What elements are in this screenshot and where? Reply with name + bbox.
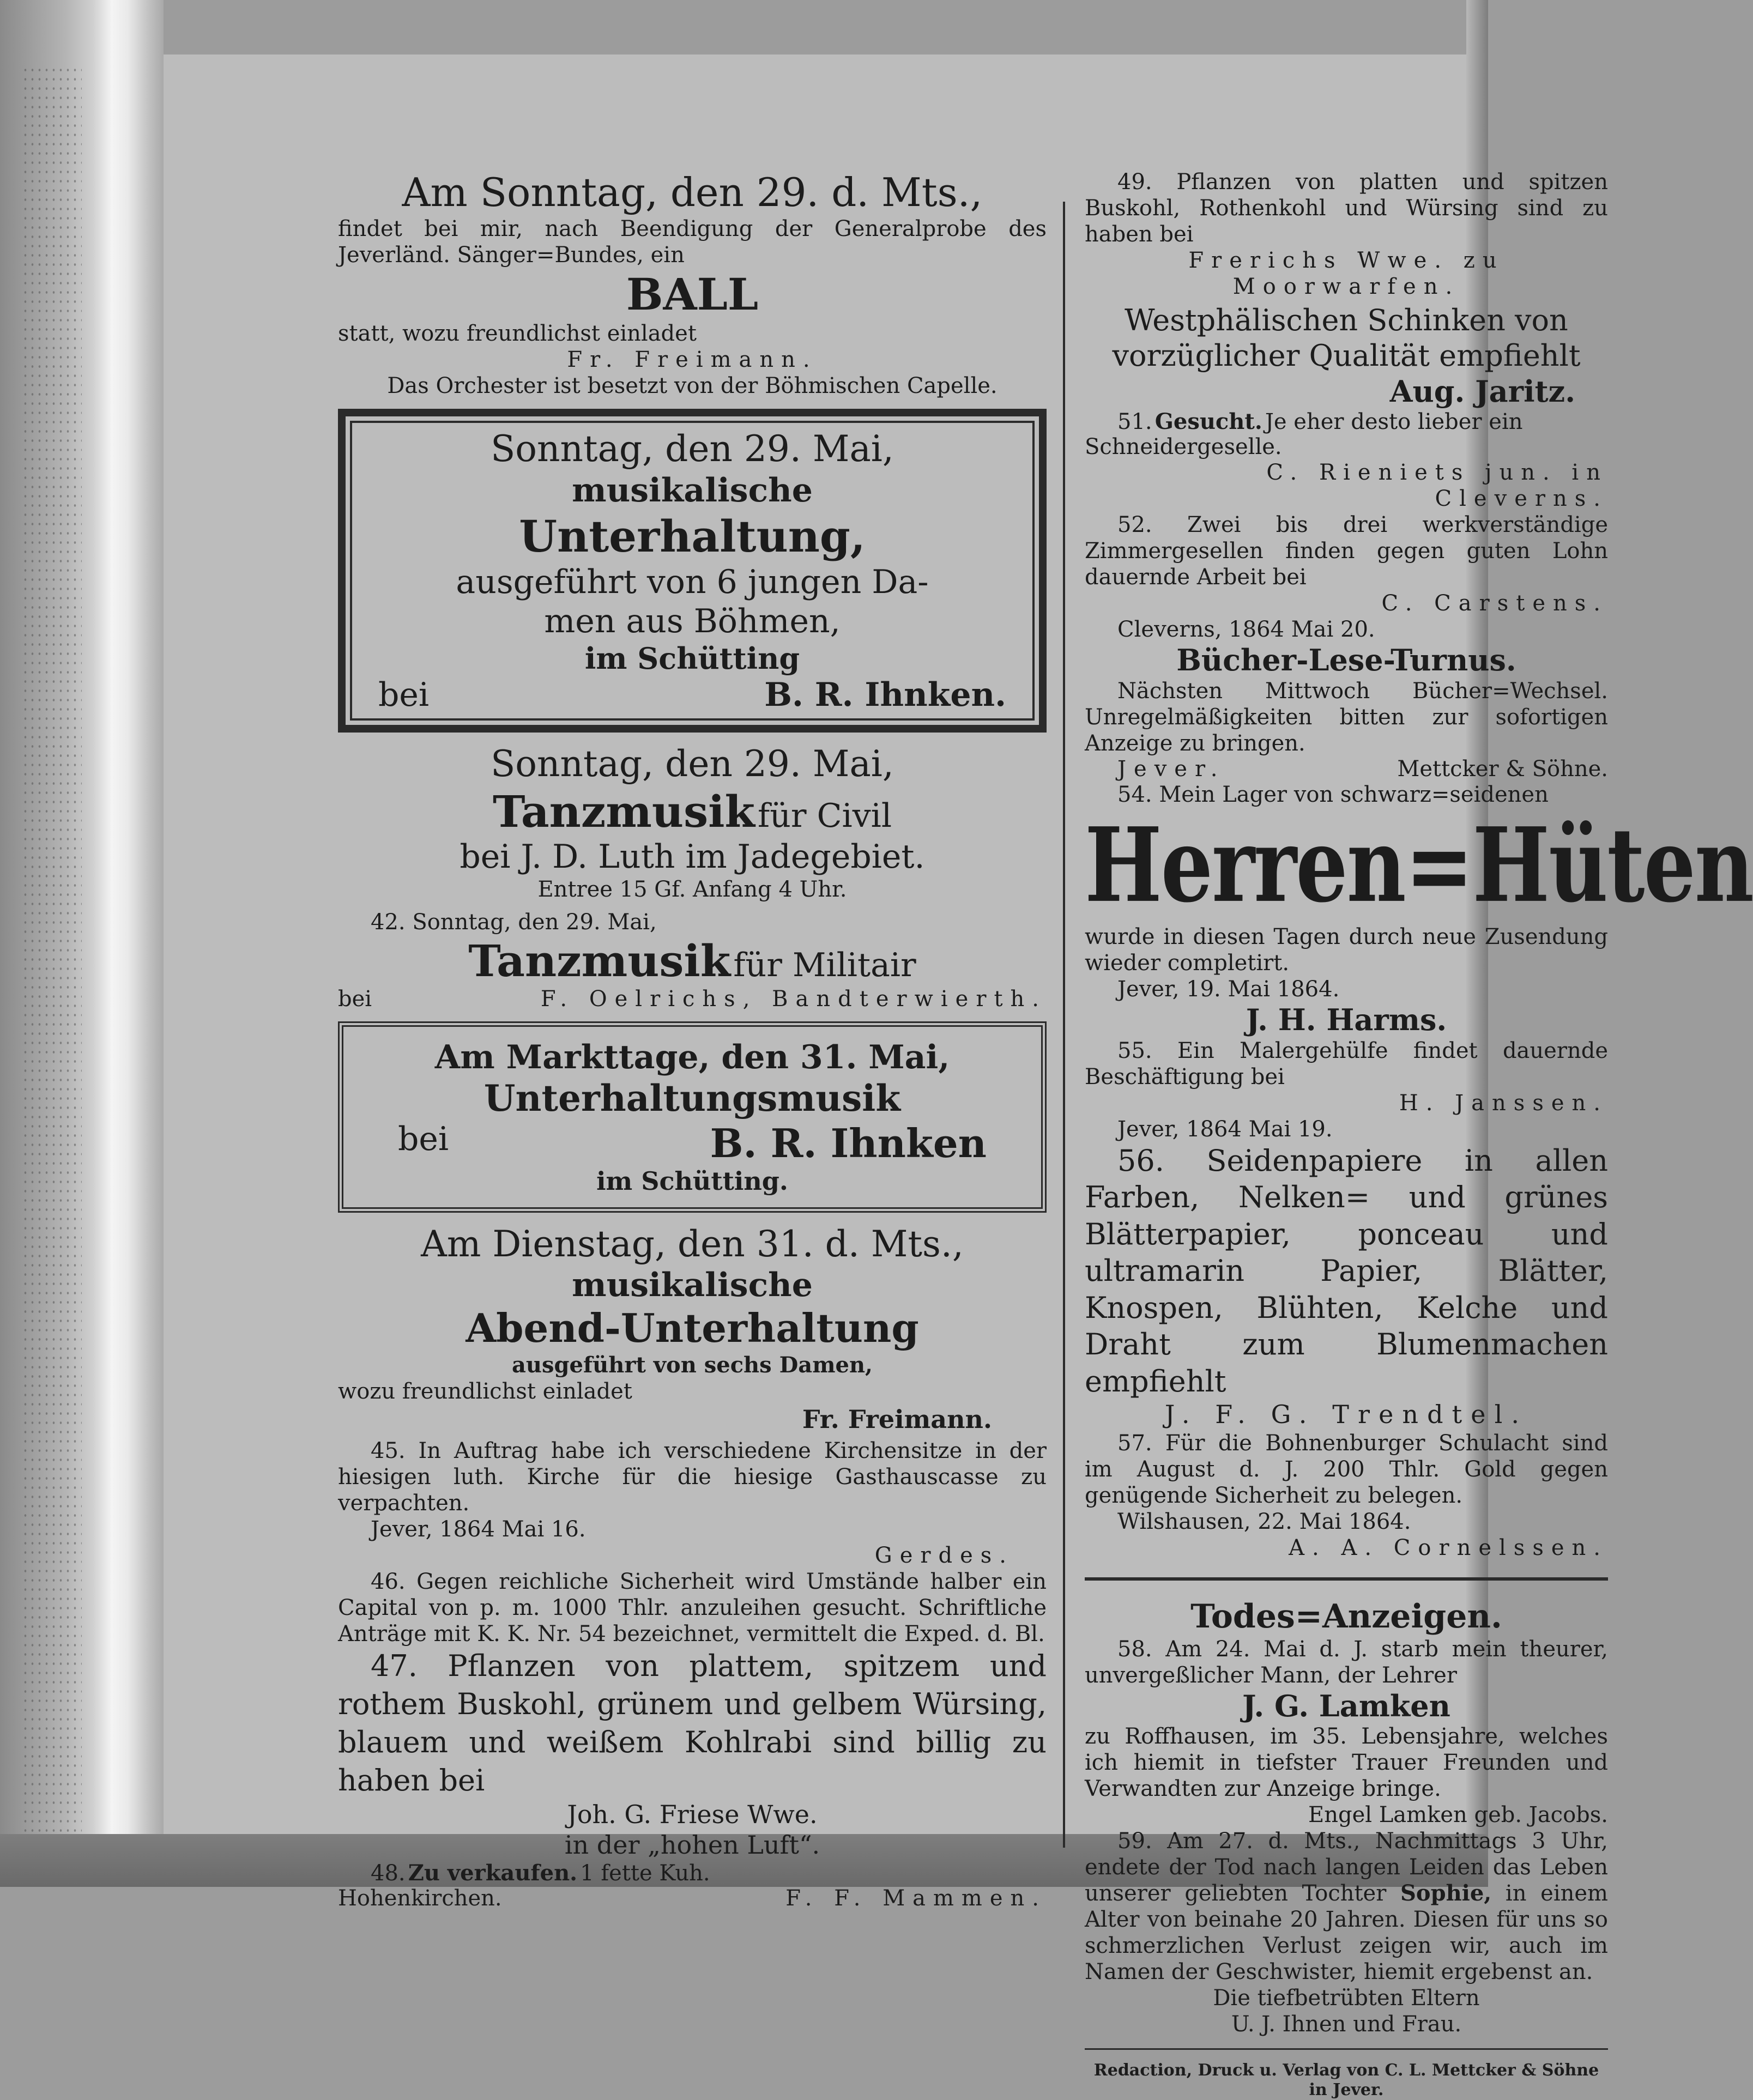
- ad-unterhaltung-host-row: [378, 676, 1006, 714]
- death59-sign2: U. J. Ihnen und Frau.: [1231, 2012, 1462, 2037]
- ad48-place: Hohenkirchen.: [338, 1885, 502, 1911]
- ad-48: [338, 1860, 1047, 1911]
- ad54-text: wurde in diesen Tagen durch neue Zusendung wieder completirt.: [1085, 924, 1608, 976]
- column-divider: [1063, 202, 1065, 1848]
- ad42-title: Tanzmusik: [468, 935, 731, 987]
- ad-abend-sub: ausgeführt von sechs Damen,: [512, 1352, 873, 1378]
- ad-civil-sub: für Civil: [758, 796, 892, 835]
- ad-abend-sign: Fr. Freimann.: [802, 1404, 992, 1434]
- ad-50: [1085, 303, 1608, 409]
- ad-ball-sign: Fr. Freimann.: [567, 347, 818, 373]
- ad49-sign: Frerichs Wwe. zu Moorwarfen.: [1188, 248, 1504, 299]
- ad-55: [1085, 1038, 1608, 1142]
- ad-abend-invite: wozu freundlichst einladet: [338, 1378, 632, 1404]
- ad51-title: Gesucht.: [1154, 409, 1262, 435]
- ad-civil-date: Sonntag, den 29. Mai,: [491, 743, 894, 785]
- ad42-host-row: [338, 987, 1047, 1012]
- ad51-text: Je eher desto lieber ein Schneidergeselle.: [1085, 409, 1523, 460]
- ad-56: [1085, 1142, 1608, 1430]
- ad45-sign: Gerdes.: [874, 1542, 1014, 1568]
- death58-text: zu Roffhausen, im 35. Lebensjahre, welches ich hiemit in tiefster Trauer Freunden und Verwandten zur Anzeige bringe.: [1085, 1724, 1608, 1802]
- ad53-place: Jever.: [1117, 757, 1225, 782]
- ad-unterhaltung-host: B. R. Ihnken.: [764, 676, 1006, 715]
- ad56-sign: J. F. G. Trendtel.: [1164, 1400, 1528, 1430]
- ad-civil-title: Tanzmusik: [492, 785, 755, 837]
- ad-42: [338, 909, 1047, 1012]
- ad-unterhaltung-music: musikalische: [572, 471, 813, 510]
- ad-49: [1085, 169, 1608, 300]
- ad46-text: 46. Gegen reichliche Sicherheit wird Umstände halber ein Capital von p. m. 1000 Thlr. anzuleihen gesucht. Schriftliche Anträge mit K. K. Nr. 54 bezeichnet, vermittelt die Exped. d. Bl.: [338, 1569, 1047, 1647]
- ad-57: [1085, 1430, 1608, 1561]
- ad54-big: Herren=Hüten: [1085, 806, 1753, 926]
- left-column: [338, 169, 1047, 1911]
- ad48-sign: F. F. Mammen.: [785, 1885, 1047, 1911]
- ad-abend-date: Am Dienstag, den 31. d. Mts.,: [421, 1223, 964, 1265]
- ad55-sign: H. Janssen.: [1399, 1090, 1608, 1116]
- ad-46: [338, 1569, 1047, 1647]
- ad-abend-music: musikalische: [572, 1266, 813, 1305]
- ad54-sign: J. H. Harms.: [1246, 1002, 1447, 1038]
- ad51-num: 51.: [1117, 409, 1152, 435]
- ad-ball: [338, 169, 1047, 399]
- ad-unterhaltung-date: Sonntag, den 29. Mai,: [491, 428, 894, 470]
- ad-markttage-bei: bei: [398, 1119, 449, 1158]
- ad-markttage-host-row: [376, 1120, 1008, 1166]
- ad-53: [1085, 643, 1608, 782]
- ad57-text: 57. Für die Bohnenburger Schulacht sind im August d. J. 200 Thlr. Gold gegen genügende Sicherheit zu belegen.: [1085, 1430, 1608, 1508]
- ad-47: [338, 1647, 1047, 1860]
- ad-tanzmusik-civil: [338, 742, 1047, 902]
- ad48-row2: [338, 1886, 1047, 1911]
- ad-markttage-host: B. R. Ihnken: [710, 1119, 987, 1166]
- ad54-line: 54. Mein Lager von schwarz=seidenen: [1117, 782, 1549, 808]
- death-notices: [1085, 1597, 1608, 2038]
- death59-name: Sophie,: [1400, 1880, 1492, 1907]
- ad-51: [1085, 409, 1608, 512]
- ad42-date: 42. Sonntag, den 29. Mai,: [371, 909, 657, 935]
- ad48-item: 1 fette Kuh.: [580, 1860, 710, 1886]
- ad-bordered-markttage: [338, 1021, 1047, 1213]
- ad50-sign: Aug. Jaritz.: [1389, 373, 1575, 409]
- death58-intro: 58. Am 24. Mai d. J. starb mein theurer, unvergeßlicher Mann, der Lehrer: [1085, 1636, 1608, 1688]
- ad-markttage-date: Am Markttage, den 31. Mai,: [434, 1038, 950, 1076]
- right-column: [1085, 169, 1753, 2100]
- ad42-host: F. Oelrichs, Bandterwierth.: [540, 986, 1047, 1012]
- ad-unterhaltung-venue: im Schütting: [584, 640, 800, 676]
- death58-name: J. G. Lamken: [1242, 1688, 1450, 1723]
- death59-intro: 59. Am 27. d. Mts., Nachmittags 3 Uhr, endete der Tod nach langen Leiden das Leben unserer geliebten Tochter: [1085, 1829, 1608, 1907]
- death59-sign1: Die tiefbetrübten Eltern: [1213, 1986, 1480, 2011]
- ad-unterhaltung-title: Unterhaltung,: [519, 510, 866, 562]
- ad47-text: 47. Pflanzen von plattem, spitzem und rothem Buskohl, grünem und gelbem Würsing, blauem und weißem Kohlrabi sind billig zu haben bei: [338, 1648, 1047, 1798]
- ad-ball-word: BALL: [626, 269, 759, 320]
- ad-54: [1085, 782, 1753, 1038]
- death59: [1085, 1828, 1608, 1985]
- ad53-title: Bücher-Lese-Turnus.: [1176, 643, 1516, 678]
- book-edge-speckle: [22, 65, 82, 1853]
- imprint: Redaction, Druck u. Verlag von C. L. Mettcker & Söhne in Jever.: [1093, 2061, 1599, 2100]
- ad55-text: 55. Ein Malergehülfe findet dauernde Beschäftigung bei: [1085, 1038, 1608, 1090]
- ad50-text: Westphälischen Schinken von vorzüglicher Qualität empfiehlt: [1112, 303, 1581, 373]
- ad51-row: [1085, 409, 1608, 459]
- imprint-rule: [1085, 2048, 1608, 2050]
- ad51-sign: C. Rieniets jun. in Cleverns.: [1266, 460, 1608, 512]
- section-rule: [1085, 1577, 1608, 1581]
- ad-unterhaltung-bei: bei: [378, 676, 430, 715]
- ad-45: [338, 1438, 1047, 1569]
- ad45-text: 45. In Auftrag habe ich verschiedene Kirchensitze in der hiesigen luth. Kirche für die hiesige Gasthauscasse zu verpachten.: [338, 1438, 1047, 1516]
- ad42-title-row: [338, 935, 1047, 987]
- ad48-row1: [338, 1860, 1047, 1886]
- ad52-sign: C. Carstens.: [1381, 591, 1608, 616]
- ad-ball-title: Am Sonntag, den 29. d. Mts.,: [402, 170, 983, 215]
- ad42-bei: bei: [338, 986, 372, 1012]
- ad45-date: Jever, 1864 Mai 16.: [371, 1516, 586, 1542]
- ad53-text: Nächsten Mittwoch Bücher=Wechsel. Unregelmäßigkeiten bitten zur sofortigen Anzeige zu bringen.: [1085, 679, 1608, 757]
- ad-ball-note: Das Orchester ist besetzt von der Böhmischen Capelle.: [387, 373, 998, 399]
- ad-markttage-title: Unterhaltungsmusik: [483, 1076, 901, 1119]
- ad47-sign1: Joh. G. Friese Wwe.: [567, 1800, 818, 1830]
- ad52-text: 52. Zwei bis drei werkverständige Zimmergesellen finden gegen guten Lohn dauernde Arbeit bei: [1085, 512, 1608, 590]
- ad48-num: 48.: [371, 1860, 406, 1886]
- ad-ball-invite: statt, wozu freundlichst einladet: [338, 321, 697, 347]
- ad54-date: Jever, 19. Mai 1864.: [1117, 977, 1340, 1002]
- ad57-sign: A. A. Cornelssen.: [1289, 1535, 1608, 1560]
- deaths-title: Todes=Anzeigen.: [1190, 1597, 1502, 1636]
- ad-unterhaltung-line4: ausgeführt von 6 jungen Da-: [456, 562, 929, 601]
- ad49-text: 49. Pflanzen von platten und spitzen Buskohl, Rothenkohl und Würsing sind zu haben bei: [1085, 170, 1608, 247]
- ad42-sub: für Militair: [733, 946, 916, 984]
- ad-civil-host: bei J. D. Luth im Jadegebiet.: [460, 837, 925, 876]
- ad-abend: [338, 1223, 1047, 1435]
- ad-ball-text: findet bei mir, nach Beendigung der Generalprobe des Jeverländ. Sänger=Bundes, ein: [338, 216, 1047, 268]
- death59-text: in einem Alter von beinahe 20 Jahren. Diesen für uns so schmerzlichen Verlust zeigen wir, auch im Namen der Geschwister, hiemit ergebenst an.: [1085, 1881, 1608, 1985]
- ad48-title: Zu verkaufen.: [408, 1860, 578, 1886]
- ad-abend-title: Abend-Unterhaltung: [466, 1305, 919, 1352]
- ad56-text: 56. Seidenpapiere in allen Farben, Nelken= und grünes Blätterpapier, ponceau und ultramarin Papier, Blätter, Knospen, Blühten, Kelche und Draht zum Blumenmachen empfiehlt: [1085, 1143, 1608, 1399]
- ad53-row: [1085, 757, 1608, 782]
- death58-sign: Engel Lamken geb. Jacobs.: [1308, 1802, 1608, 1828]
- ad-markttage-venue: im Schütting.: [596, 1166, 788, 1196]
- ad-unterhaltung-line5: men aus Böhmen,: [544, 602, 841, 640]
- ad-civil-title-row: [338, 786, 1047, 837]
- ad-bordered-unterhaltung: [338, 409, 1047, 733]
- ad52-date: Cleverns, 1864 Mai 20.: [1117, 617, 1375, 643]
- ad57-date: Wilshausen, 22. Mai 1864.: [1117, 1509, 1411, 1534]
- ad-civil-entree: Entree 15 Gf. Anfang 4 Uhr.: [537, 876, 847, 902]
- ad47-sign2: in der „hohen Luft“.: [564, 1830, 820, 1860]
- ad53-sign: Mettcker & Söhne.: [1397, 757, 1608, 782]
- ad-52: [1085, 512, 1608, 643]
- newspaper-page: [164, 55, 1753, 2100]
- ad55-date: Jever, 1864 Mai 19.: [1117, 1116, 1333, 1142]
